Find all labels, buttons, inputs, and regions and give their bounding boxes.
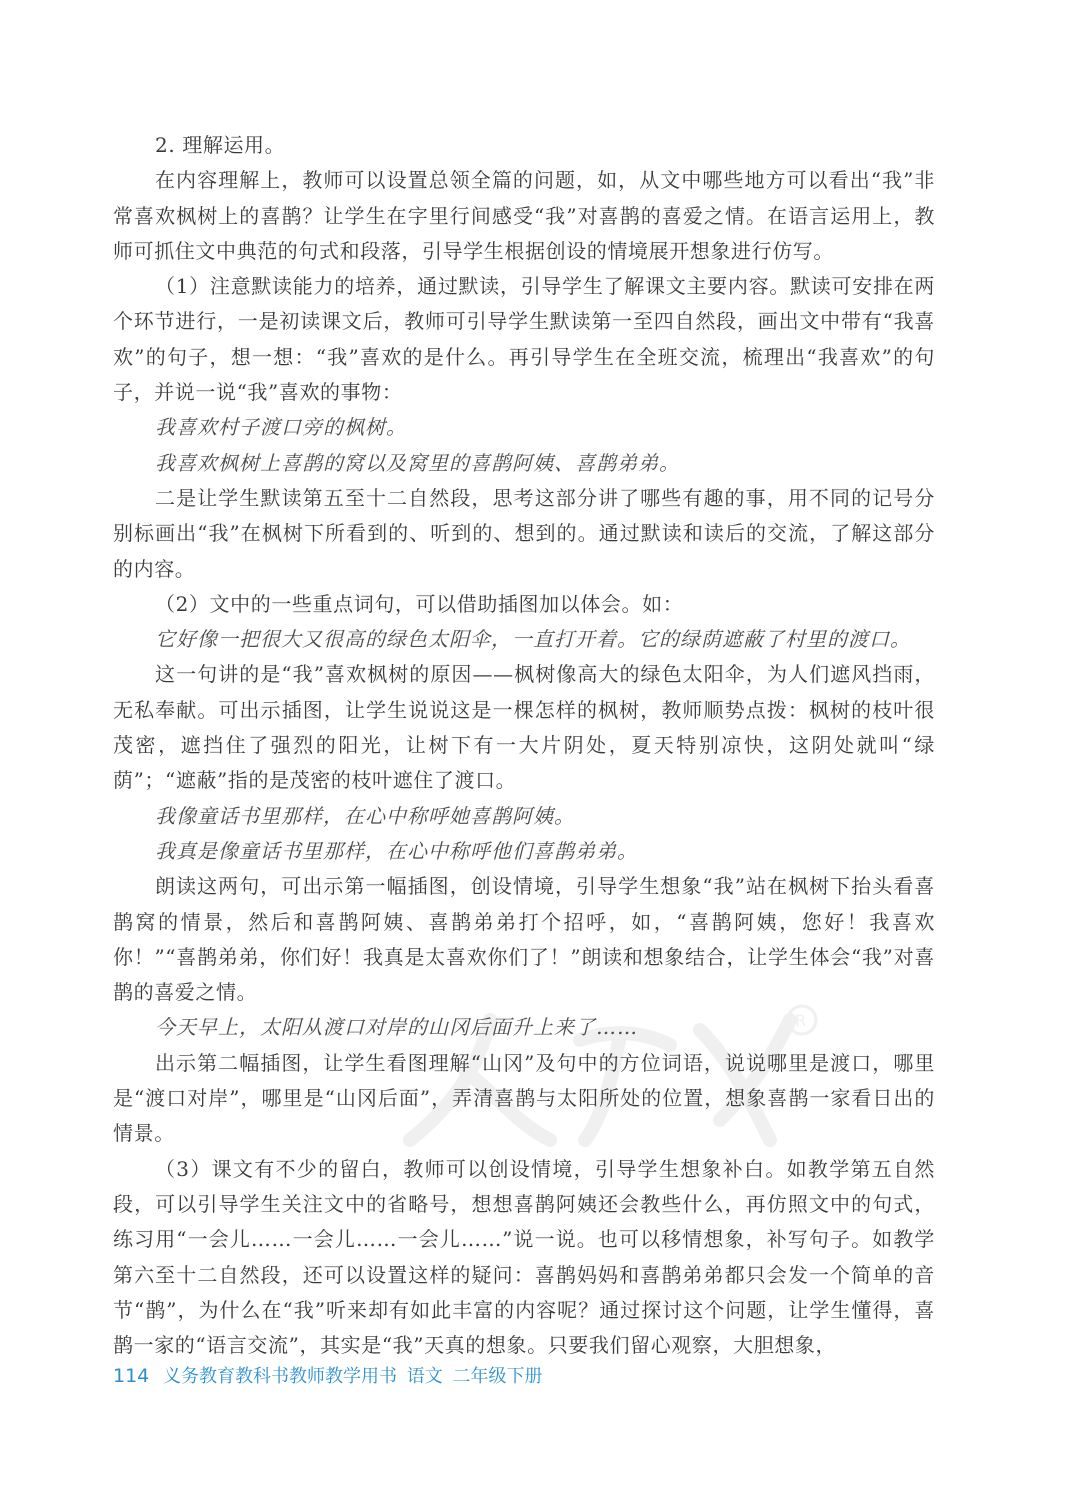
quoted-sentence: 我像童话书里那样，在心中称呼她喜鹊阿姨。: [155, 803, 575, 828]
page-number: 114: [113, 1365, 150, 1387]
paragraph: 朗读这两句，可出示第一幅插图，创设情境，引导学生想象“我”站在枫树下抬头看喜鹊窝的情景，然后和喜鹊阿姨、喜鹊弟弟打个招呼，如，“喜鹊阿姨，您好！我喜欢你！”“喜鹊弟弟，你们好！我真是太喜欢你们了！”朗读和想象结合，让学生体会“我”对喜鹊的喜爱之情。: [113, 874, 935, 1005]
quoted-sentence: 它好像一把很大又很高的绿色太阳伞，一直打开着。它的绿荫遮蔽了村里的渡口。: [155, 627, 911, 652]
paragraph: （2）文中的一些重点词句，可以借助插图加以体会。如：: [155, 591, 684, 616]
subject-label: 语文: [406, 1366, 443, 1387]
book-title: 义务教育教科书教师教学用书: [163, 1366, 397, 1387]
quoted-sentence: 我喜欢枫树上喜鹊的窝以及窝里的喜鹊阿姨、喜鹊弟弟。: [155, 450, 680, 475]
paragraph: （1）注意默读能力的培养，通过默读，引导学生了解课文主要内容。默读可安排在两个环节进行，一是初读课文后，教师可引导学生默读第一至四自然段，画出文中带有“我喜欢”的句子，想一想：“我”喜欢的是什么。再引导学生在全班交流，梳理出“我喜欢”的句子，并说一说“我”喜欢的事物：: [113, 274, 935, 405]
paragraph: 在内容理解上，教师可以设置总领全篇的问题，如，从文中哪些地方可以看出“我”非常喜欢枫树上的喜鹊？让学生在字里行间感受“我”对喜鹊的喜爱之情。在语言运用上，教师可抓住文中典范的句式和段落，引导学生根据创设的情境展开想象进行仿写。: [113, 168, 935, 263]
paragraph: （3）课文有不少的留白，教师可以创设情境，引导学生想象补白。如教学第五自然段，可以引导学生关注文中的省略号，想想喜鹊阿姨还会教些什么，再仿照文中的句式，练习用“一会儿……一会儿……一会儿……”说一说。也可以移情想象，补写句子。如教学第六至十二自然段，还可以设置这样的疑问：喜鹊妈妈和喜鹊弟弟都只会发一个简单的音节“鹊”，为什么在“我”听来却有如此丰富的内容呢？通过探讨这个问题，让学生懂得，喜鹊一家的“语言交流”，其实是“我”天真的想象。只要我们留心观察，大胆想象，: [113, 1156, 935, 1358]
body-text: [113, 128, 935, 1363]
svg-text:R: R: [795, 1011, 807, 1030]
quoted-sentence: 我真是像童话书里那样，在心中称呼他们喜鹊弟弟。: [155, 838, 638, 863]
grade-label: 二年级下册: [452, 1366, 543, 1387]
paragraph: 二是让学生默读第五至十二自然段，思考这部分讲了哪些有趣的事，用不同的记号分别标画出“我”在枫树下所看到的、听到的、想到的。通过默读和读后的交流，了解这部分的内容。: [113, 485, 935, 581]
page-footer: [113, 1362, 542, 1388]
quoted-sentence: 今天早上，太阳从渡口对岸的山冈后面升上来了……: [155, 1015, 638, 1040]
paragraph: 出示第二幅插图，让学生看图理解“山冈”及句中的方位词语，说说哪里是渡口，哪里是“渡口对岸”，哪里是“山冈后面”，弄清喜鹊与太阳所处的位置，想象喜鹊一家看日出的情景。: [113, 1050, 935, 1146]
paragraph: 这一句讲的是“我”喜欢枫树的原因——枫树像高大的绿色太阳伞，为人们遮风挡雨，无私奉献。可出示插图，让学生说说这是一棵怎样的枫树，教师顺势点拨：枫树的枝叶很茂密，遮挡住了强烈的阳光，让树下有一大片阴处，夏天特别凉快，这阴处就叫“绿荫”；“遮蔽”指的是茂密的枝叶遮住了渡口。: [113, 662, 935, 793]
section-heading: 2. 理解运用。: [155, 133, 286, 157]
quoted-sentence: 我喜欢村子渡口旁的枫树。: [155, 415, 407, 440]
